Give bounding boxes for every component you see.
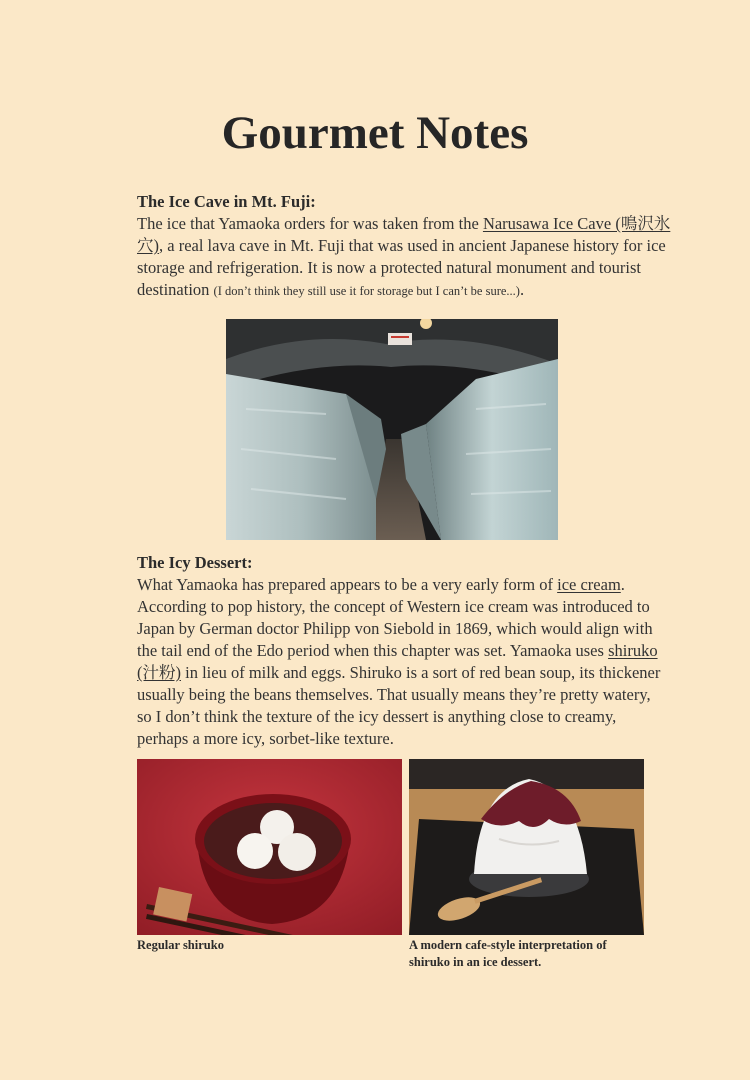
- ice-cave-photo: [226, 319, 558, 540]
- icy-dessert-text-2: . According to pop history, the concept of Western ice cream was introduced to Japan by German doctor Philipp von Siebold in 1869, which would align with the tail end of the Edo period when this chapter was set. Yamaoka uses: [137, 575, 653, 660]
- icy-dessert-text-3: in lieu of milk and eggs. Shiruko is a sort of red bean soup, its thickener usually being the beans themselves. That usually means they’re pretty watery, so I don’t think the texture of the icy dessert is anything close to creamy, perhaps a more icy, sorbet-like texture.: [137, 663, 661, 748]
- icy-dessert-paragraph: [137, 574, 667, 750]
- shiruko-bowl-illustration: [137, 759, 402, 935]
- ice-dessert-photo: [409, 759, 644, 935]
- shiruko-photo: [137, 759, 402, 935]
- ice-dessert-illustration: [409, 759, 644, 935]
- section-heading-ice-cave: The Ice Cave in Mt. Fuji:: [137, 192, 316, 211]
- ice-cave-aside: (I don’t think they still use it for storage but I can’t be sure...): [213, 284, 520, 298]
- icy-dessert-text-1: What Yamaoka has prepared appears to be a very early form of: [137, 575, 558, 594]
- narusawa-ice-cave-link[interactable]: Narusawa Ice Cave (鳴沢氷穴): [137, 214, 671, 255]
- ice-cave-text-2: , a real lava cave in Mt. Fuji that was used in ancient Japanese history for ice storage and refrigeration. It is now a protected natural monument and tourist destination: [137, 236, 666, 299]
- ice-cave-text-3: .: [519, 280, 525, 299]
- ice-cave-text-1: The ice that Yamaoka orders for was taken from the: [137, 214, 483, 233]
- section-heading-icy-dessert: The Icy Dessert:: [137, 553, 253, 572]
- ice-cave-paragraph: [137, 213, 677, 302]
- ice-cream-link[interactable]: ice cream: [557, 575, 621, 594]
- shiruko-link[interactable]: shiruko (汁粉): [137, 641, 658, 682]
- shiruko-caption: Regular shiruko: [137, 938, 224, 952]
- page-title: Gourmet Notes: [221, 107, 529, 159]
- ice-cave-illustration: [226, 319, 558, 540]
- ice-dessert-caption: A modern cafe-style interpretation of shiruko in an ice dessert.: [409, 938, 607, 969]
